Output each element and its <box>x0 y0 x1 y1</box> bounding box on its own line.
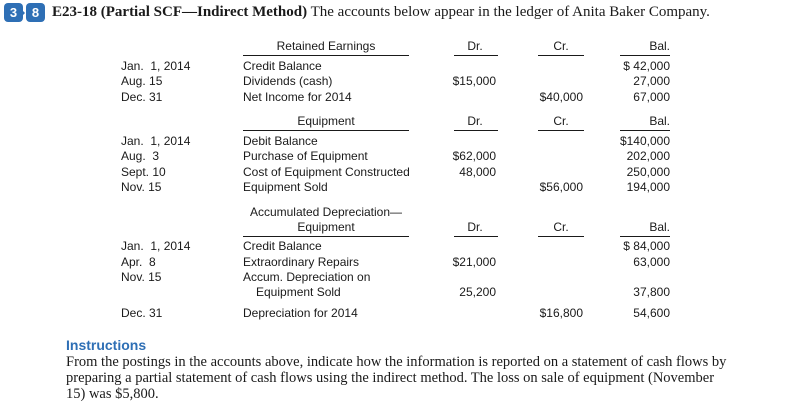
entry-date: Jan. 1, 2014 <box>121 59 191 73</box>
section-badge-8: 8 <box>26 3 45 22</box>
entry-date: Nov. 15 <box>121 180 162 194</box>
col-header-cr: Cr. <box>553 114 569 128</box>
entry-balance: 37,800 <box>633 285 670 299</box>
header-rule <box>620 55 670 56</box>
col-header-dr: Dr. <box>467 220 483 234</box>
entry-description: Accum. Depreciation on <box>243 270 371 284</box>
entry-description: Extraordinary Repairs <box>243 255 360 269</box>
header-rule <box>538 130 584 131</box>
entry-balance: 67,000 <box>633 90 670 104</box>
entry-description: Net Income for 2014 <box>243 90 352 104</box>
col-header-dr: Dr. <box>467 114 483 128</box>
entry-date: Aug. 3 <box>121 149 160 163</box>
instructions-heading: Instructions <box>66 337 147 353</box>
entry-description: Equipment Sold <box>243 180 328 194</box>
account-title-accum-depreciation-line2: Equipment <box>297 220 355 234</box>
entry-debit: $62,000 <box>452 149 496 163</box>
header-rule <box>620 130 670 131</box>
account-title-equipment: Equipment <box>297 114 355 128</box>
section-badge-3: 3 <box>4 3 23 22</box>
col-header-cr: Cr. <box>553 39 569 53</box>
entry-date: Sept. 10 <box>121 165 166 179</box>
header-rule <box>454 236 498 237</box>
entry-balance: 63,000 <box>633 255 670 269</box>
entry-balance: $ 84,000 <box>623 239 670 253</box>
entry-date: Nov. 15 <box>121 270 162 284</box>
exercise-code: E23-18 <box>52 4 97 20</box>
entry-balance: 202,000 <box>626 149 670 163</box>
entry-date: Dec. 31 <box>121 306 163 320</box>
entry-balance: 54,600 <box>633 306 670 320</box>
col-header-cr: Cr. <box>553 220 569 234</box>
entry-balance: $140,000 <box>619 134 670 148</box>
entry-description: Dividends (cash) <box>243 74 333 88</box>
entry-description: Purchase of Equipment <box>243 149 368 163</box>
header-rule <box>620 236 670 237</box>
entry-balance: $ 42,000 <box>623 59 670 73</box>
entry-debit: $21,000 <box>452 255 496 269</box>
col-header-bal: Bal. <box>649 114 670 128</box>
entry-description: Credit Balance <box>243 239 322 253</box>
col-header-bal: Bal. <box>649 39 670 53</box>
header-rule <box>243 130 409 131</box>
entry-date: Apr. 8 <box>121 255 156 269</box>
entry-debit: $15,000 <box>452 74 496 88</box>
entry-debit: 48,000 <box>459 165 496 179</box>
entry-balance: 194,000 <box>626 180 670 194</box>
badge-arrow-icon <box>20 8 25 18</box>
entry-date: Jan. 1, 2014 <box>121 239 191 253</box>
entry-date: Dec. 31 <box>121 90 163 104</box>
account-title-accum-depreciation: Accumulated Depreciation— <box>249 205 403 219</box>
entry-credit: $16,800 <box>539 306 583 320</box>
header-rule <box>454 130 498 131</box>
entry-date: Jan. 1, 2014 <box>121 134 191 148</box>
header-rule <box>538 236 584 237</box>
exercise-title: (Partial SCF—Indirect Method) <box>100 4 308 20</box>
col-header-dr: Dr. <box>467 39 483 53</box>
entry-credit: $56,000 <box>539 180 583 194</box>
entry-debit: 25,200 <box>459 285 496 299</box>
exercise-text: The accounts below appear in the ledger of Anita Baker Company. <box>310 4 710 20</box>
entry-credit: $40,000 <box>539 90 583 104</box>
entry-description: Depreciation for 2014 <box>243 306 358 320</box>
entry-description: Credit Balance <box>243 59 322 73</box>
header-rule <box>538 55 584 56</box>
entry-description: Debit Balance <box>243 134 318 148</box>
header-rule <box>454 55 498 56</box>
entry-description-line2: Equipment Sold <box>256 285 341 299</box>
entry-date: Aug. 15 <box>121 74 163 88</box>
col-header-bal: Bal. <box>649 220 670 234</box>
entry-balance: 250,000 <box>626 165 670 179</box>
header-rule <box>243 236 409 237</box>
exercise-header <box>52 4 710 21</box>
account-title-retained-earnings: Retained Earnings <box>276 39 376 53</box>
entry-balance: 27,000 <box>633 74 670 88</box>
instructions-body: From the postings in the accounts above, indicate how the information is reported on a statement of cash flows by preparing a partial statement of cash flows using the indirect method. The loss on sale of equipment (November 15) was $5,800. <box>66 354 727 402</box>
header-rule <box>243 55 409 56</box>
entry-description: Cost of Equipment Constructed <box>243 165 410 179</box>
